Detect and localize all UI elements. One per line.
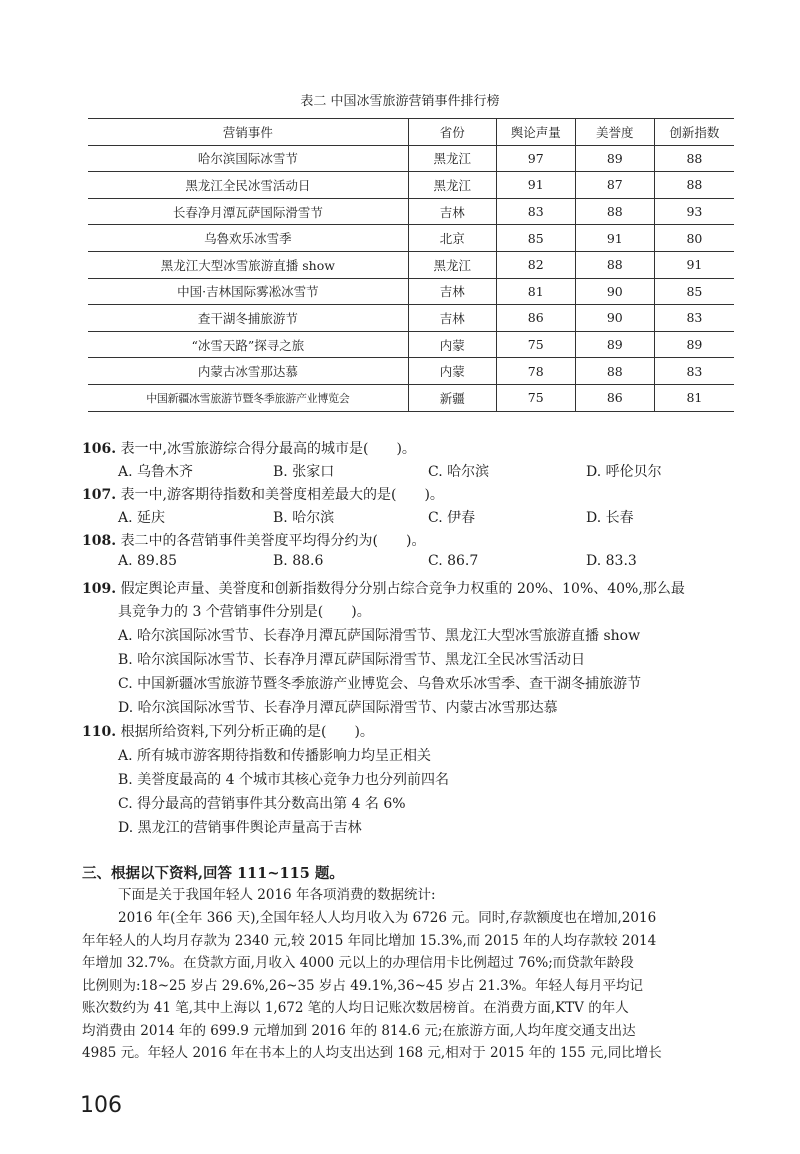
page-number: 106	[80, 1093, 122, 1118]
question-text: 表二中的各营销事件美誉度平均得分约为( )。	[120, 533, 426, 549]
table-row	[88, 251, 734, 278]
cell-event: 内蒙古冰雪那达慕	[88, 358, 408, 385]
option-a: A. 延庆	[118, 510, 166, 526]
section-heading: 三、根据以下资料,回答 111~115 题。	[82, 865, 344, 882]
cell-province: 新疆	[408, 384, 496, 411]
cell-reputation: 88	[575, 198, 654, 225]
cell-opinion-volume: 85	[496, 225, 575, 252]
header-opinion-volume: 舆论声量	[496, 119, 575, 146]
option-c: C. 得分最高的营销事件其分数高出第 4 名 6%	[118, 796, 406, 812]
paragraph-line: 2016 年(全年 366 天),全国年轻人人均月收入为 6726 元。同时,存款额度也在增加,2016	[118, 910, 657, 926]
option-b: B. 哈尔滨	[273, 510, 335, 526]
table-row	[88, 331, 734, 358]
cell-innovation-index: 85	[654, 278, 734, 305]
table-row	[88, 225, 734, 252]
cell-reputation: 88	[575, 251, 654, 278]
cell-reputation: 86	[575, 384, 654, 411]
ranking-table	[88, 118, 734, 412]
cell-event: 黑龙江全民冰雪活动日	[88, 172, 408, 199]
cell-reputation: 89	[575, 331, 654, 358]
cell-reputation: 90	[575, 278, 654, 305]
option-b: B. 哈尔滨国际冰雪节、长春净月潭瓦萨国际滑雪节、黑龙江全民冰雪活动日	[118, 652, 586, 668]
cell-province: 黑龙江	[408, 251, 496, 278]
cell-event: 中国·吉林国际雾凇冰雪节	[88, 278, 408, 305]
section-intro: 下面是关于我国年轻人 2016 年各项消费的数据统计:	[118, 887, 436, 903]
option-c: C. 86.7	[428, 553, 479, 569]
cell-reputation: 87	[575, 172, 654, 199]
cell-innovation-index: 88	[654, 172, 734, 199]
option-b: B. 美誉度最高的 4 个城市其核心竞争力也分列前四名	[118, 772, 449, 788]
paragraph-line: 账次数约为 41 笔,其中上海以 1,672 笔的人均日记账次数居榜首。在消费方面,KTV 的年人	[82, 1000, 629, 1016]
cell-opinion-volume: 91	[496, 172, 575, 199]
table-row	[88, 384, 734, 411]
table-row	[88, 358, 734, 385]
question-text-continued: 具竞争力的 3 个营销事件分别是( )。	[118, 604, 371, 620]
cell-event: 查干湖冬捕旅游节	[88, 305, 408, 332]
cell-province: 吉林	[408, 278, 496, 305]
option-d: D. 呼伦贝尔	[586, 464, 662, 480]
cell-province: 内蒙	[408, 358, 496, 385]
cell-innovation-index: 80	[654, 225, 734, 252]
cell-innovation-index: 83	[654, 358, 734, 385]
option-c: C. 中国新疆冰雪旅游节暨冬季旅游产业博览会、乌鲁欢乐冰雪季、查干湖冬捕旅游节	[118, 676, 642, 692]
question-number: 110.	[82, 724, 117, 740]
cell-province: 黑龙江	[408, 172, 496, 199]
question-number: 109.	[82, 581, 117, 597]
question-text: 表一中,游客期待指数和美誉度相差最大的是( )。	[120, 487, 444, 503]
option-d: D. 哈尔滨国际冰雪节、长春净月潭瓦萨国际滑雪节、内蒙古冰雪那达慕	[118, 700, 558, 716]
option-b: B. 张家口	[273, 464, 335, 480]
header-event: 营销事件	[88, 119, 408, 146]
paragraph-line: 4985 元。年轻人 2016 年在书本上的人均支出达到 168 元,相对于 2015 年的 155 元,同比增长	[82, 1045, 662, 1061]
header-innovation-index: 创新指数	[654, 119, 734, 146]
cell-innovation-index: 83	[654, 305, 734, 332]
cell-reputation: 88	[575, 358, 654, 385]
cell-opinion-volume: 83	[496, 198, 575, 225]
question-number: 106.	[82, 441, 117, 457]
cell-reputation: 89	[575, 145, 654, 172]
option-a: A. 所有城市游客期待指数和传播影响力均呈正相关	[118, 748, 432, 764]
cell-province: 内蒙	[408, 331, 496, 358]
cell-innovation-index: 89	[654, 331, 734, 358]
cell-reputation: 90	[575, 305, 654, 332]
cell-event: 乌魯欢乐冰雪季	[88, 225, 408, 252]
question-text: 表一中,冰雪旅游综合得分最高的城市是( )。	[120, 441, 416, 457]
cell-opinion-volume: 75	[496, 331, 575, 358]
cell-opinion-volume: 86	[496, 305, 575, 332]
question-number: 108.	[82, 533, 117, 549]
cell-innovation-index: 91	[654, 251, 734, 278]
cell-opinion-volume: 81	[496, 278, 575, 305]
cell-event: 哈尔滨国际冰雪节	[88, 145, 408, 172]
cell-province: 北京	[408, 225, 496, 252]
option-b: B. 88.6	[273, 553, 324, 569]
cell-opinion-volume: 75	[496, 384, 575, 411]
header-reputation: 美誉度	[575, 119, 654, 146]
cell-opinion-volume: 78	[496, 358, 575, 385]
option-a: A. 乌鲁木齐	[118, 464, 194, 480]
table-row	[88, 305, 734, 332]
cell-reputation: 91	[575, 225, 654, 252]
cell-event: 中国新疆冰雪旅游节暨冬季旅游产业博览会	[88, 384, 408, 411]
header-province: 省份	[408, 119, 496, 146]
cell-province: 吉林	[408, 198, 496, 225]
paragraph-line: 比例则为:18~25 岁占 29.6%,26~35 岁占 49.1%,36~45 岁占 21.3%。年轻人每月平均记	[82, 977, 644, 994]
option-a: A. 哈尔滨国际冰雪节、长春净月潭瓦萨国际滑雪节、黑龙江大型冰雪旅游直播 show	[118, 628, 641, 644]
table-header-row	[88, 119, 734, 146]
table-row	[88, 198, 734, 225]
option-c: C. 哈尔滨	[428, 464, 490, 480]
cell-event: “冰雪天路”探寻之旅	[88, 331, 408, 358]
cell-province: 吉林	[408, 305, 496, 332]
cell-province: 黑龙江	[408, 145, 496, 172]
question-text: 假定舆论声量、美誉度和创新指数得分分别占综合竞争力权重的 20%、10%、40%,那么最	[120, 581, 685, 597]
table-row	[88, 172, 734, 199]
cell-event: 黑龙江大型冰雪旅游直播 show	[88, 251, 408, 278]
paragraph-line: 年年轻人的人均月存款为 2340 元,较 2015 年同比增加 15.3%,而 2015 年的人均存款较 2014	[82, 932, 657, 949]
cell-innovation-index: 88	[654, 145, 734, 172]
cell-innovation-index: 93	[654, 198, 734, 225]
option-d: D. 83.3	[586, 553, 637, 569]
cell-innovation-index: 81	[654, 384, 734, 411]
table-row	[88, 278, 734, 305]
question-number: 107.	[82, 487, 117, 503]
option-d: D. 黑龙江的营销事件舆论声量高于吉林	[118, 820, 362, 836]
cell-opinion-volume: 97	[496, 145, 575, 172]
option-d: D. 长春	[586, 510, 634, 526]
option-c: C. 伊春	[428, 510, 476, 526]
table-row	[88, 145, 734, 172]
paragraph-line: 均消费由 2014 年的 699.9 元增加到 2016 年的 814.6 元;在旅游方面,人均年度交通支出达	[82, 1022, 636, 1039]
paragraph-line: 年增加 32.7%。在贷款方面,月收入 4000 元以上的办理信用卡比例超过 76%;而贷款年龄段	[82, 955, 634, 971]
cell-event: 长春净月潭瓦萨国际滑雪节	[88, 198, 408, 225]
cell-opinion-volume: 82	[496, 251, 575, 278]
question-text: 根据所给资料,下列分析正确的是( )。	[120, 724, 374, 740]
table-title: 表二 中国冰雪旅游营销事件排行榜	[300, 94, 500, 109]
option-a: A. 89.85	[118, 553, 178, 569]
section-paragraph	[82, 907, 758, 1065]
